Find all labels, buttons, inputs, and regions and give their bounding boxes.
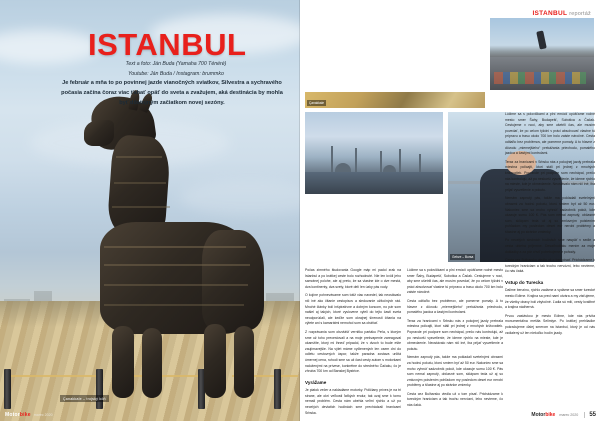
plank-line xyxy=(104,264,250,266)
masthead-prefix: Motor xyxy=(5,412,20,418)
mosque-dome xyxy=(335,163,351,172)
paragraph: Nemám zapnutý pás, takže ma pokladali svetelnými obrazmi za hodnú pokutu, ktorú smiem byť až 50 eur. Nakoniec sme sa moho vyhnúť sadzobník pokút, kde ukazuje sumu 100 €. Pás som nemal zapnutý, občasné som, sklápam teda už aj so zmluvným poistením pohľadom my posledom deset eur nerobí problémy a šťastne aj po stránke zmienky. xyxy=(505,196,595,234)
subheading-vyrazame: Vyrážame xyxy=(305,379,327,385)
paragraph: Cesta cez Bulharsko viedla už o tom písať. Prichádzame k tureckým hraniciam a tak trochu nervózni, lebo nevieme, čo nás čaká. xyxy=(407,391,503,408)
plank-line xyxy=(104,304,244,306)
plank-line xyxy=(114,182,166,184)
paragraph: O kojíne pohnevávame som totiž viac navedel, tak neostávalo nič iné ako čitanie cestopisov a sledovanie užitočných rád. Mnohé články boli inšpiratívne a dobrým koncom, no pár som našiel aj takých, ktoré vyslovene vyleli do tejto časti sveta neodporúčali, ale keďže som okrajnej šírenosti čítania na výlete ani s kamarátmi nemohol som sa oháňať. xyxy=(305,293,401,326)
skater-figure xyxy=(536,30,547,49)
plank-line xyxy=(104,284,248,286)
horse-neck xyxy=(107,134,172,236)
minaret-shape xyxy=(419,154,421,172)
minaret-shape xyxy=(380,151,382,172)
paragraph: Teraz za hranicami v Srbsku nás z pokojnej jazdy prebrala miestna policajti, ktorí stáli pri jednej z mnohých križovatiek. Popravde pri podpore som nechápal, prečo nás kontrolujú, až po neskorší vysvetlenie, že ideme rýchlo na mieste, kde je obmedzenie. Neostávalo nám nič iné, iba prijať vysvetlenie a pokutu. xyxy=(407,318,503,351)
text-column-far-right xyxy=(505,112,595,408)
masthead-prefix: Motor xyxy=(531,412,546,418)
footer-left xyxy=(5,412,53,418)
minaret-shape xyxy=(399,149,401,172)
byline-social: Youtube: Ján Buda / Instagram: brummko xyxy=(128,70,224,77)
graffiti-shape xyxy=(494,72,586,84)
byline xyxy=(96,60,256,79)
horse-foreleg xyxy=(112,326,134,398)
paragraph: Počas zimného študovania Google máp mi padol zrak na Istanbul a po krátkej ceste bolo rozhodnuté. Nie len kvôli jeho samotnej polohe, ale aj preto, že sa vlastne ide o dve mestá, dva kontinenty, dva svety, ktoré delí len úzky pás vody. xyxy=(305,268,401,289)
issue-date-right: marec 2020 xyxy=(559,413,579,417)
minaret-shape xyxy=(355,148,357,172)
istanbul-skyline-photo xyxy=(305,112,443,194)
masthead-accent: bike xyxy=(19,412,31,418)
running-head xyxy=(532,10,591,17)
issue-date: marec 2020 xyxy=(33,413,53,417)
dardanelles-photo xyxy=(305,92,485,108)
paragraph: Po necelých siedmich hodinách sme naspäť v sedle a cesta ubieha príjemne. Desaťhodinku mením za moje dokladky a za pár chvíľ potrebujeme z pohody. xyxy=(505,238,595,254)
text-column-middle xyxy=(305,268,401,415)
paragraph: Cesta odtiaľto bez problémov, ale pomerne pomaly. A to hlavne z dôvodu „miernejšieho“ prekážania priechodu, pomalého jazdca a častými kontrolami. xyxy=(407,298,503,315)
running-head-section: reportáž xyxy=(569,11,591,17)
horse-hindquarters xyxy=(202,230,264,330)
plank-line xyxy=(112,206,170,208)
paragraph: Teraz za hranicami v Srbsku nás z pokojnej jazdy prebrala miestna policajti, ktorí stáli pri jednej z mnohých križovatiek. Popravde pri podpore som nechápal, prečo nás kontrolujú, až po neskorší vysvetlenie, že ideme rýchlo na mieste, kde je obmedzenie. Neostávalo nám nič iné, iba prijať vysvetlenie a pokutu. xyxy=(505,159,595,192)
subheading-vstup-do-turecka: Vstup do Turecka xyxy=(505,280,544,286)
masthead-accent: bike xyxy=(545,412,556,418)
paragraph: Lúčime sa s polovičkami a plní emócií opúšťame rodné mesto smer Šahy, Budapešť, Subotica a Čačak. Cestujeme v noci, aby sme ušetrili čas, ale musím povedať, že po celom týždni v práci absolvovať vlastne tú prípravu a trasu okolo 700 km bolo zaiste náročné. xyxy=(407,268,503,295)
barrier-post xyxy=(4,369,11,409)
paragraph: Dalime benzínu, rýchlo zadáme a vydáme sa smer turecké mesto Edirne. Krajina sa pred nami otvára a my zisťujeme, že všetky obavy boli zbytočné. Ľudia sú milí, cesty kvalitné a krajina nádherná. xyxy=(505,288,595,310)
byline-author: Text a foto: Ján Buda (Yamaha 700 Ténéré) xyxy=(125,61,227,67)
footer-right xyxy=(531,412,596,418)
paragraph: Lúčime sa s polovičkami a plní emócií opúšťame rodné mesto smer Šahy, Budapešť, Subotica a Čačak. Cestujeme v noci, aby sme ušetrili čas, ale musím povedať, že po celom týždni v práci absolvovať vlastne tú prípravu a trasu okolo 700 km bolo zaiste náročné. Cesta odtiaľto bez problémov, ale pomerne pomaly. A to hlavne z dôvodu „miernejšieho“ prekážania priechodu, pomalého jazdca a častými kontrolami. xyxy=(505,112,595,156)
trojan-horse-sculpture xyxy=(34,96,264,396)
paragraph: Cesta cez Bulharsko viedla už o tom písať. Prichádzame k tureckým hraniciam a tak trochu nervózni, lebo nevieme, čo nás čaká. xyxy=(505,258,595,274)
page-number-right: 55 xyxy=(584,412,596,418)
bosphorus-water xyxy=(305,172,443,194)
paragraph: Nemám zapnutý pás, takže ma pokladali svetelnými obrazmi za hodnú pokutu, ktorú smiem byť až 50 eur. Nakoniec sme sa moho vyhnúť sadzobník pokút, kde ukazuje sumu 100 €. Pás som nemal zapnutý, občasné som, sklápam teda už aj so zmluvným poistením pohľadom my posledom deset eur nerobí problémy a šťastne aj po stránke zmienky. xyxy=(407,355,503,388)
plank-line xyxy=(104,246,246,248)
mosque-dome xyxy=(383,165,396,172)
page-title: ISTANBUL xyxy=(88,27,247,62)
horse-hindleg xyxy=(234,326,254,398)
horse-foreleg xyxy=(142,328,162,398)
masthead-logo-right xyxy=(531,412,555,418)
running-head-title: ISTANBUL xyxy=(532,10,568,17)
horse-muzzle xyxy=(84,120,114,146)
text-column-inner-right xyxy=(407,268,503,408)
plank-line xyxy=(116,156,162,158)
minaret-shape xyxy=(331,146,333,172)
masthead-logo xyxy=(5,412,31,418)
skate-park-photo xyxy=(490,18,594,90)
photo-caption-dardanelles: Çanakkale xyxy=(309,101,325,106)
paragraph: Z rozprávania som obzvlášť vernitku partáku Peťa, s ktorým sme už toho precestovali a na moje prekvapenie zareagoval okamžite, ktorý mi ihneď pripadol, že v dvoch to bude ešte zaujímavejšie. Na výlet máme vyčlenených len osem dní do odletu cestovných úspor, takže paradna zostava určitá úmernej cena, ruhodí sme sa už čast cesty autom s motorkami naloženými na prívese, konkrétne do stredného Čačaku, čo je zhruba 700 km od Banskej Bystrice. xyxy=(305,329,401,374)
minaret-group xyxy=(305,146,443,172)
barrier-post xyxy=(274,369,281,409)
photo-caption-trojan-horse: Çanakkale – trojský kôň xyxy=(60,395,109,402)
photo-caption-rider: Gebze – Bursa xyxy=(452,255,474,260)
paragraph: Je piatok večer a nakladáme motorky. Poličiany príves je na tri strane, ale okrí veľkosti ľaťkých endur, tak ozaj sme k tomu nemali problém. Cesta nám ubehla veľmi rýchlo a už po necelých deviatich hodinách sme prechádzali hranicami Srbska. xyxy=(305,388,401,415)
intro-paragraph: Je február a mňa to po povinnej jazde vianočných sviatkov, Silvestra a sychravého počasia začína čoraz viac ťahať opäť do sveta a zvažujem, aká destinácia by mohla byť dôstojným začiatkom novej sezóny. xyxy=(61,80,283,106)
paragraph: Prvou zastávkou je mesto Edirne, kde nás privíta monumentálna mešita Selimiye. Po krátkej prehliadke pokračujeme ďalej smerom na Istanbul, ktorý je od nás vzdialený už len niekoľko hodín jazdy. xyxy=(505,313,595,335)
horse-hindleg xyxy=(204,324,226,398)
right-page xyxy=(300,0,600,421)
